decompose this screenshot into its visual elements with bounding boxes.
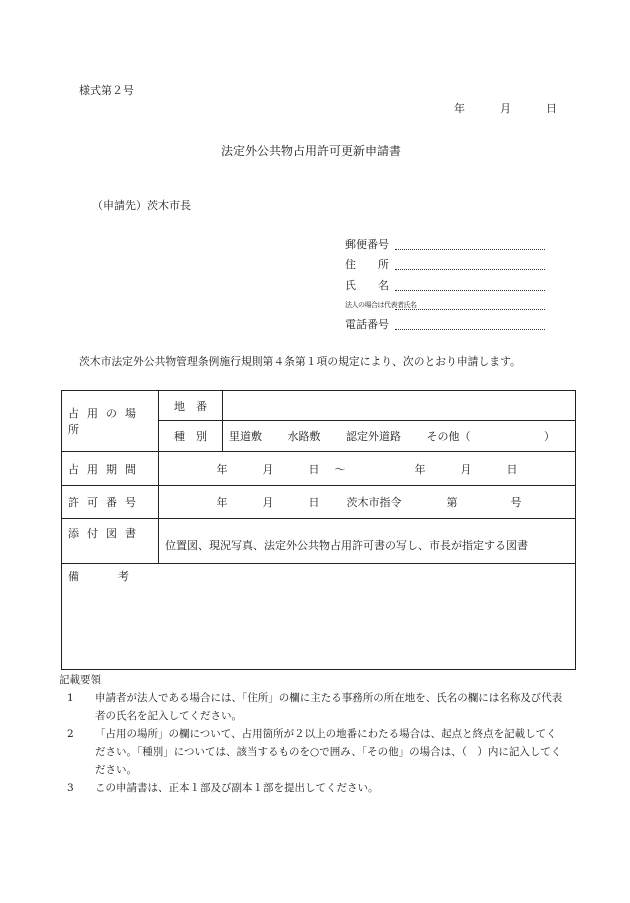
date-year: 年: [454, 102, 465, 115]
period-field[interactable]: [159, 452, 576, 486]
type-option-unrecognized-road[interactable]: 認定外道路: [346, 430, 401, 443]
period-tilde: ～: [334, 462, 346, 476]
instruction-item-1: [67, 689, 567, 725]
instruction-text-3: この申請書は、正本１部及び副本１部を提出してください。: [95, 782, 379, 794]
representative-label: 法人の場合は代表者氏名: [345, 301, 417, 309]
date-line: [454, 100, 557, 116]
applicant-rep-row: [345, 296, 545, 314]
instruction-text-1: 申請者が法人である場合には、「住所」の欄に主たる事務所の所在地を、氏名の欄には名称及び代表者の氏名を記入してください。: [95, 692, 563, 722]
attachments-label: 添付図書: [62, 519, 159, 564]
period-row: [62, 452, 576, 486]
period-year-1: 年: [216, 462, 228, 476]
applicant-address-row: [345, 256, 545, 274]
instruction-text-2: 「占用の場所」の欄について、占用箇所が２以上の地番にわたる場合は、起点と終点を記載してください。「種別」については、該当するものを○で囲み、「その他」の場合は、（ ）内に記入してください。: [95, 728, 562, 776]
remarks-row: [62, 564, 576, 670]
permit-row: [62, 486, 576, 519]
instruction-num-3: 3: [67, 782, 74, 794]
permit-month: 月: [262, 496, 274, 509]
applicant-postal-row: [345, 236, 545, 254]
postal-label: 郵便番号: [345, 238, 389, 251]
type-option-waterway[interactable]: 水路敷: [287, 430, 321, 443]
type-options: [223, 421, 576, 452]
application-table: [61, 390, 576, 670]
period-month-1: 月: [262, 462, 274, 476]
instruction-item-2: [67, 725, 567, 779]
address-label: 住 所: [345, 258, 389, 271]
permit-year: 年: [216, 496, 228, 509]
permit-label: 許可番号: [62, 486, 159, 519]
phone-field[interactable]: [395, 329, 545, 330]
representative-field[interactable]: [395, 309, 545, 310]
period-month-2: 月: [460, 462, 472, 476]
phone-label: 電話番号: [345, 318, 389, 331]
lot-field[interactable]: [223, 391, 576, 421]
instructions: [59, 671, 567, 797]
period-day-2: 日: [506, 462, 518, 476]
addressee: （申請先）茨木市長: [92, 199, 191, 212]
lot-label: 地 番: [159, 391, 223, 421]
permit-go: 号: [510, 496, 522, 509]
type-other-close: ）: [544, 430, 555, 443]
instruction-item-3: [67, 779, 567, 797]
applicant-name-row: [345, 277, 545, 295]
permit-field[interactable]: [159, 486, 576, 519]
remarks-field[interactable]: [62, 564, 576, 670]
permit-dai: 第: [446, 496, 458, 509]
instruction-num-1: 1: [67, 692, 74, 704]
remarks-label: 備 考: [68, 570, 143, 583]
date-month: 月: [500, 102, 511, 115]
location-lot-row: [62, 391, 576, 421]
date-day: 日: [546, 102, 557, 115]
permit-city-directive: 茨木市指令: [346, 496, 402, 509]
intro-text: 茨木市法定外公共物管理条例施行規則第４条第１項の規定により、次のとおり申請します。: [79, 355, 521, 368]
document-title: 法定外公共物占用許可更新申請書: [221, 144, 402, 158]
attachments-row: [62, 519, 576, 564]
location-label: 占用の場所: [62, 391, 159, 452]
period-year-2: 年: [414, 462, 426, 476]
type-option-road[interactable]: 里道敷: [229, 430, 262, 443]
name-field[interactable]: [395, 290, 545, 291]
type-option-other[interactable]: その他（: [426, 430, 471, 443]
period-day-1: 日: [308, 462, 320, 476]
applicant-phone-row: [345, 316, 545, 334]
type-label: 種 別: [159, 421, 223, 452]
form-number: 様式第２号: [79, 84, 134, 97]
postal-field[interactable]: [395, 249, 545, 250]
attachments-value: 位置図、現況写真、法定外公共物占用許可書の写し、市長が指定する図書: [159, 519, 576, 564]
address-field[interactable]: [395, 269, 545, 270]
instructions-heading: 記載要領: [59, 674, 101, 686]
period-label: 占用期間: [62, 452, 159, 486]
instruction-num-2: 2: [67, 728, 74, 740]
name-label: 氏 名: [345, 279, 389, 292]
permit-day: 日: [308, 496, 320, 509]
